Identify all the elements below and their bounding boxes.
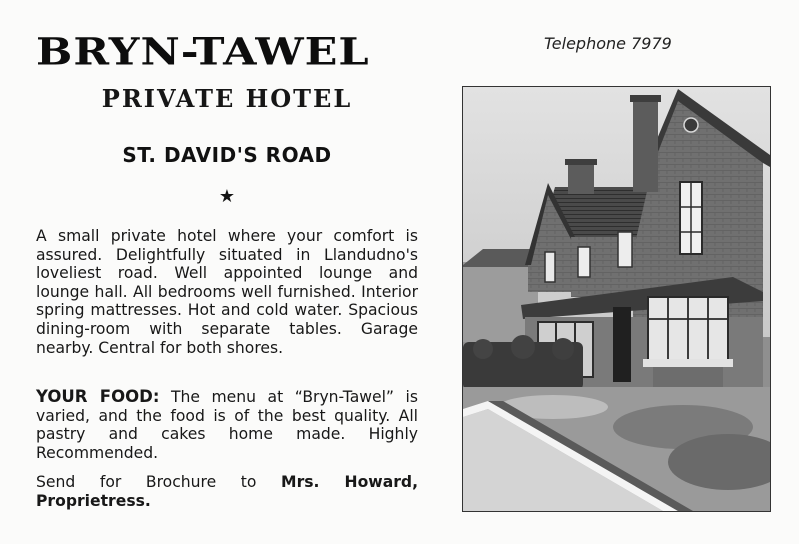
brochure-contact: Mrs. Howard, Proprietress.	[36, 473, 418, 510]
hotel-description: A small private hotel where your comfort is assured. Delightfully situated in Llandudno's loveliest road. Well appointed lounge and lounge hall. All bedrooms well furnished. Interior spring mattresses. Hot and cold water. Spacious dining-room with separate tables. Garage nearby. Central for both shores.	[36, 227, 418, 357]
food-text: The menu at “Bryn-Tawel” is varied, and the food is of the best quality. All pastry and cakes home made. Highly Recommended.	[36, 388, 418, 462]
food-paragraph	[36, 388, 418, 462]
telephone-number: Telephone 7979	[544, 34, 672, 53]
brochure-paragraph	[36, 473, 418, 510]
brochure-prefix: Send for Brochure to	[36, 473, 257, 491]
hotel-photograph	[463, 87, 770, 511]
address-road: ST. DAVID'S ROAD	[122, 143, 332, 167]
chimney-right	[633, 97, 658, 192]
chimney-left	[568, 162, 594, 194]
hotel-title: BRYN-TAWEL	[36, 30, 370, 74]
food-heading: YOUR FOOD:	[36, 387, 160, 406]
hotel-photograph-frame	[462, 86, 771, 512]
hotel-subtitle: PRIVATE HOTEL	[101, 84, 353, 113]
star-ornament: ★	[218, 186, 236, 207]
